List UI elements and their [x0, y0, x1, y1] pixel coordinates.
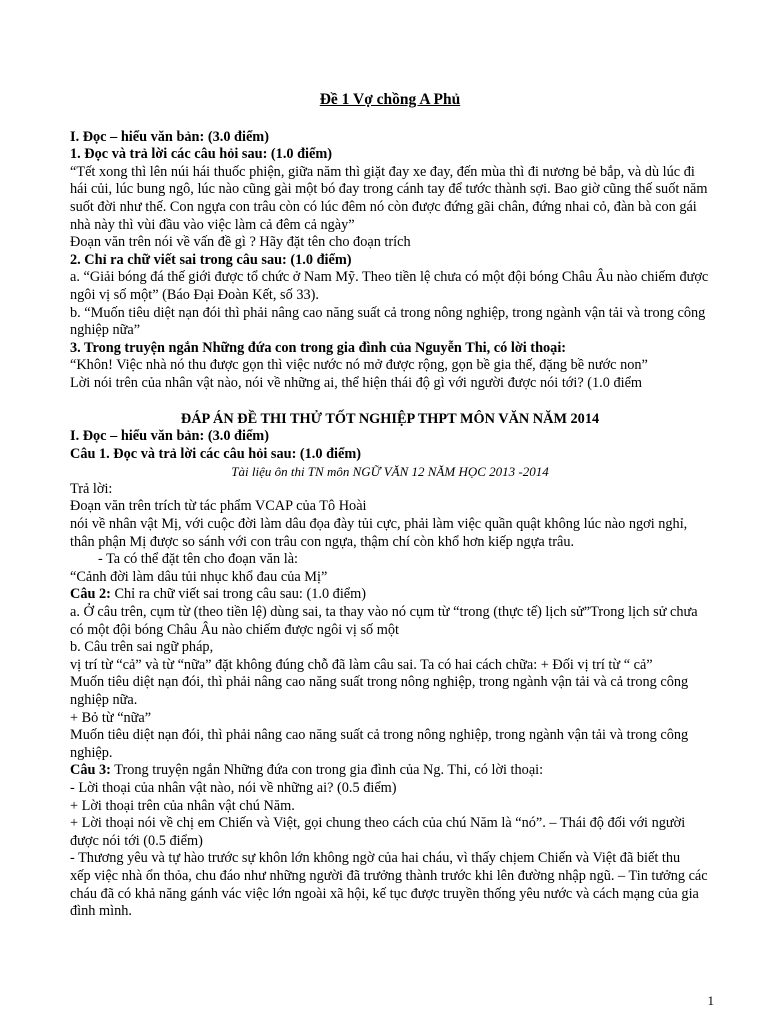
q2-heading: 2. Chỉ ra chữ viết sai trong câu sau: (1.0 điểm) [70, 251, 352, 268]
c1-line: - Ta có thể đặt tên cho đoạn văn là: [98, 551, 299, 568]
q3-heading: 3. Trong truyện ngắn Những đứa con trong gia đình của Nguyễn Thi, có lời thoại: [70, 339, 567, 356]
q2-item-a: a. “Giải bóng đá thế giới được tổ chức ở Nam Mỹ. Theo tiền lệ chưa có một đội bóng Châu Âu nào chiếm được ngôi vị số một” (Báo Đại Đoàn Kết, số 33). [70, 269, 709, 303]
page-number: 1 [707, 993, 714, 1008]
c2-line: vị trí từ “cả” và từ “nữa” đặt không đúng chỗ đã làm câu sai. Ta có hai cách chữa: + Đối vị trí từ “ cả” [70, 656, 653, 673]
c3-line: + Lời thoại nói về chị em Chiến và Việt, gọi chung theo cách của chú Năm là “nó”. – Thái độ đối với người được nói tới (0.5 điểm) [70, 815, 686, 849]
q1-question: Đoạn văn trên nói về vấn đề gì ? Hãy đặt tên cho đoạn trích [70, 234, 411, 251]
c3-heading [70, 762, 710, 780]
q3-quote: “Khôn! Việc nhà nó thu được gọn thì việc nước nó mở được rộng, gọn bề gia thế, đặng bề nước non” [70, 357, 648, 374]
q1-passage: “Tết xong thì lên núi hái thuốc phiện, giữa năm thì giặt đay xe đay, đến mùa thì đi nương bẻ bắp, và dù lúc đi hái củi, lúc bung ngô, lúc nào cũng gài một bó đay trong cánh tay để tước thành sợi. Bao giờ cũng thế suốt năm suốt đời như thế. Con ngựa con trâu còn có lúc đêm nó còn được đứng gãi chân, đứng nhai cỏ, đàn bà con gái nhà này thì vùi đầu vào việc làm cả đêm cả ngày” [70, 163, 708, 233]
c1-reply: Trả lời: [70, 480, 113, 497]
answers-part-heading: I. Đọc – hiểu văn bản: (3.0 điểm) [70, 428, 269, 445]
q1-heading: 1. Đọc và trả lời các câu hỏi sau: (1.0 điểm) [70, 146, 333, 163]
c2-line: Muốn tiêu diệt nạn đói, thì phải nâng cao năng suất cả trong nông nghiệp, trong ngành vận tải và trong công nghiệp. [70, 727, 689, 761]
c2-heading [70, 586, 710, 604]
c3-heading-text: Trong truyện ngắn Những đứa con trong gia đình của Ng. Thi, có lời thoại: [110, 762, 544, 779]
c3-line: + Lời thoại trên của nhân vật chú Năm. [70, 797, 295, 814]
c1-line: Đoạn văn trên trích từ tác phẩm VCAP của Tô Hoài [70, 498, 367, 515]
document-body [70, 91, 710, 921]
c3-line: đình mình. [70, 903, 132, 920]
c3-line: xếp việc nhà ổn thỏa, chu đáo như những người đã trưởng thành trước khi lên đường nhập ngũ. – Tin tưởng các [70, 867, 708, 884]
c1-line: “Cảnh đời làm dâu tủi nhục khổ đau của Mị” [70, 568, 328, 585]
c3-line: cháu đã có khả năng gánh vác việc lớn ngoài xã hội, kế tục được truyền thống yêu nước và cách mạng của gia [70, 885, 699, 902]
answers-heading: ĐÁP ÁN ĐỀ THI THỬ TỐT NGHIỆP THPT MÔN VĂN NĂM 2014 [180, 410, 600, 427]
c2-heading-text: Chỉ ra chữ viết sai trong câu sau: (1.0 điểm) [110, 586, 367, 603]
q3-question: Lời nói trên của nhân vật nào, nói về những ai, thể hiện thái độ gì với người được nói tới? (1.0 điểm [70, 374, 643, 391]
c3-line: - Lời thoại của nhân vật nào, nói về những ai? (0.5 điểm) [70, 779, 397, 796]
c3-label: Câu 3: [70, 762, 111, 779]
c3-line: - Thương yêu và tự hào trước sự khôn lớn không ngờ của hai cháu, vì thấy chịem Chiến và Việt đã biết thu [70, 850, 681, 867]
c2-line: a. Ở câu trên, cụm từ (theo tiền lệ) dùng sai, ta thay vào nó cụm từ “trong (thực tế) lịch sử”Trong lịch sử chưa có một đội bóng Châu Âu nào chiếm được ngôi vị số một [70, 604, 698, 638]
page-title: Đề 1 Vợ chồng A Phủ [319, 91, 461, 108]
part1-heading: I. Đọc – hiểu văn bản: (3.0 điểm) [70, 128, 269, 145]
c2-label: Câu 2: [70, 586, 111, 603]
c1-note: Tài liệu ôn thi TN môn NGỮ VĂN 12 NĂM HỌC 2013 -2014 [231, 464, 549, 480]
q2-item-b: b. “Muốn tiêu diệt nạn đói thì phải nâng cao năng suất cả trong nông nghiệp, trong ngành vận tải và trong công nghiệp nữa” [70, 304, 706, 339]
c1-heading: Câu 1. Đọc và trả lời các câu hỏi sau: (1.0 điểm) [70, 445, 362, 462]
c2-line: + Bỏ từ “nữa” [70, 709, 152, 726]
c2-line: Muốn tiêu diệt nạn đói, thì phải nâng cao năng suất trong nông nghiệp, trong ngành vận tải và cả trong công nghiệp nữa. [70, 674, 689, 708]
c2-line: b. Câu trên sai ngữ pháp, [70, 639, 214, 656]
c1-line: nói về nhân vật Mị, với cuộc đời làm dâu đọa đày tủi cực, phải làm việc quần quật không lúc nào ngơi nghỉ, thân phận Mị được so sánh với con trâu con ngựa, thậm chí còn khổ hơn kiếp ngựa trâu. [70, 516, 688, 550]
